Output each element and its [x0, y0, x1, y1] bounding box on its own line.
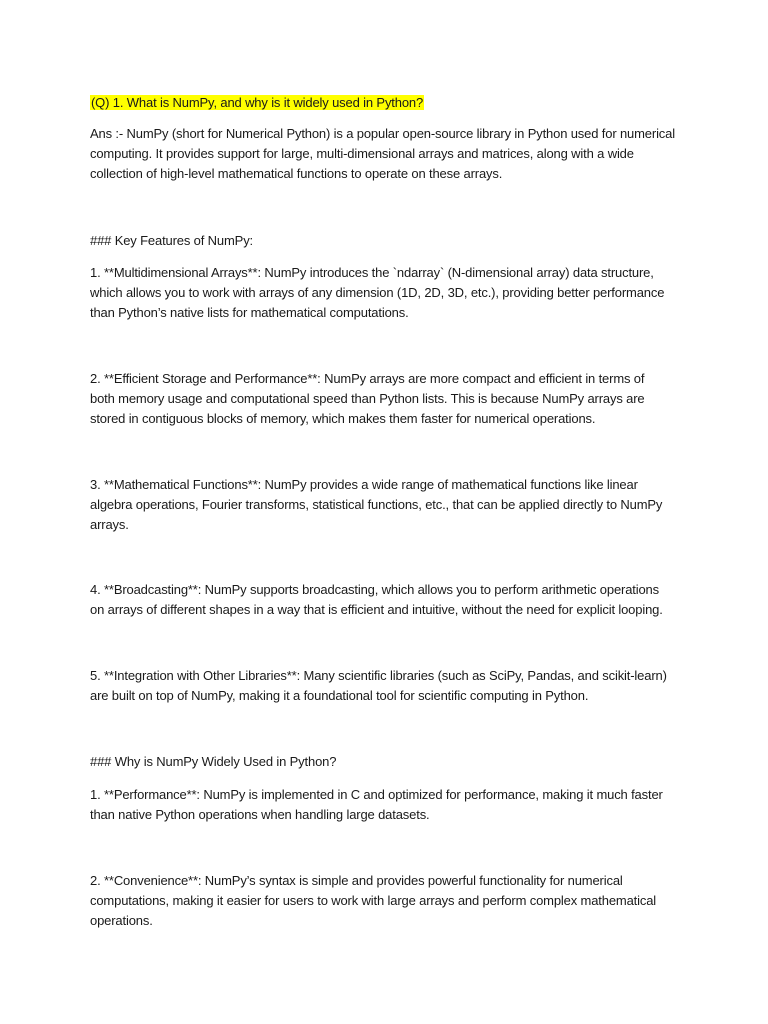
feature-2-line-3: stored in contiguous blocks of memory, which makes them faster for numerical operations. — [90, 411, 596, 426]
answer-line-2: computing. It provides support for large, multi-dimensional arrays and matrices, along with a wide — [90, 146, 634, 161]
feature-3-line-2: algebra operations, Fourier transforms, statistical functions, etc., that can be applied directly to NumPy — [90, 497, 663, 512]
reason-2-line-2: computations, making it easier for users to work with large arrays and perform complex mathematical — [90, 893, 657, 908]
feature-2-line-1: 2. **Efficient Storage and Performance**: NumPy arrays are more compact and efficient in terms of — [90, 371, 645, 386]
answer-line-3: collection of high-level mathematical functions to operate on these arrays. — [90, 166, 503, 181]
question-highlight: (Q) 1. What is NumPy, and why is it widely used in Python? — [91, 95, 424, 110]
section-heading-key-features: ### Key Features of NumPy: — [90, 233, 254, 248]
feature-1-line-2: which allows you to work with arrays of any dimension (1D, 2D, 3D, etc.), providing better performance — [90, 285, 665, 300]
feature-2-line-2: both memory usage and computational speed than Python lists. This is because NumPy arrays are — [90, 391, 645, 406]
feature-4-line-2: on arrays of different shapes in a way that is efficient and intuitive, without the need for explicit looping. — [90, 602, 663, 617]
reason-1-line-2: than native Python operations when handling large datasets. — [90, 807, 430, 822]
question-heading — [90, 93, 424, 113]
feature-1-line-1: 1. **Multidimensional Arrays**: NumPy introduces the `ndarray` (N-dimensional array) data structure, — [90, 265, 654, 280]
reason-2-line-1: 2. **Convenience**: NumPy’s syntax is simple and provides powerful functionality for numerical — [90, 873, 623, 888]
feature-5-line-1: 5. **Integration with Other Libraries**: Many scientific libraries (such as SciPy, Pandas, and scikit-learn) — [90, 668, 667, 683]
reason-1-line-1: 1. **Performance**: NumPy is implemented in C and optimized for performance, making it much faster — [90, 787, 663, 802]
reason-2-line-3: operations. — [90, 913, 153, 928]
feature-3-line-1: 3. **Mathematical Functions**: NumPy provides a wide range of mathematical functions like linear — [90, 477, 638, 492]
feature-1-line-3: than Python’s native lists for mathematical computations. — [90, 305, 409, 320]
feature-3-line-3: arrays. — [90, 517, 129, 532]
section-heading-why-numpy: ### Why is NumPy Widely Used in Python? — [90, 754, 337, 769]
answer-line-1: Ans :- NumPy (short for Numerical Python) is a popular open-source library in Python used for numerical — [90, 126, 675, 141]
feature-5-line-2: are built on top of NumPy, making it a foundational tool for scientific computing in Python. — [90, 688, 589, 703]
feature-4-line-1: 4. **Broadcasting**: NumPy supports broadcasting, which allows you to perform arithmetic operations — [90, 582, 659, 597]
